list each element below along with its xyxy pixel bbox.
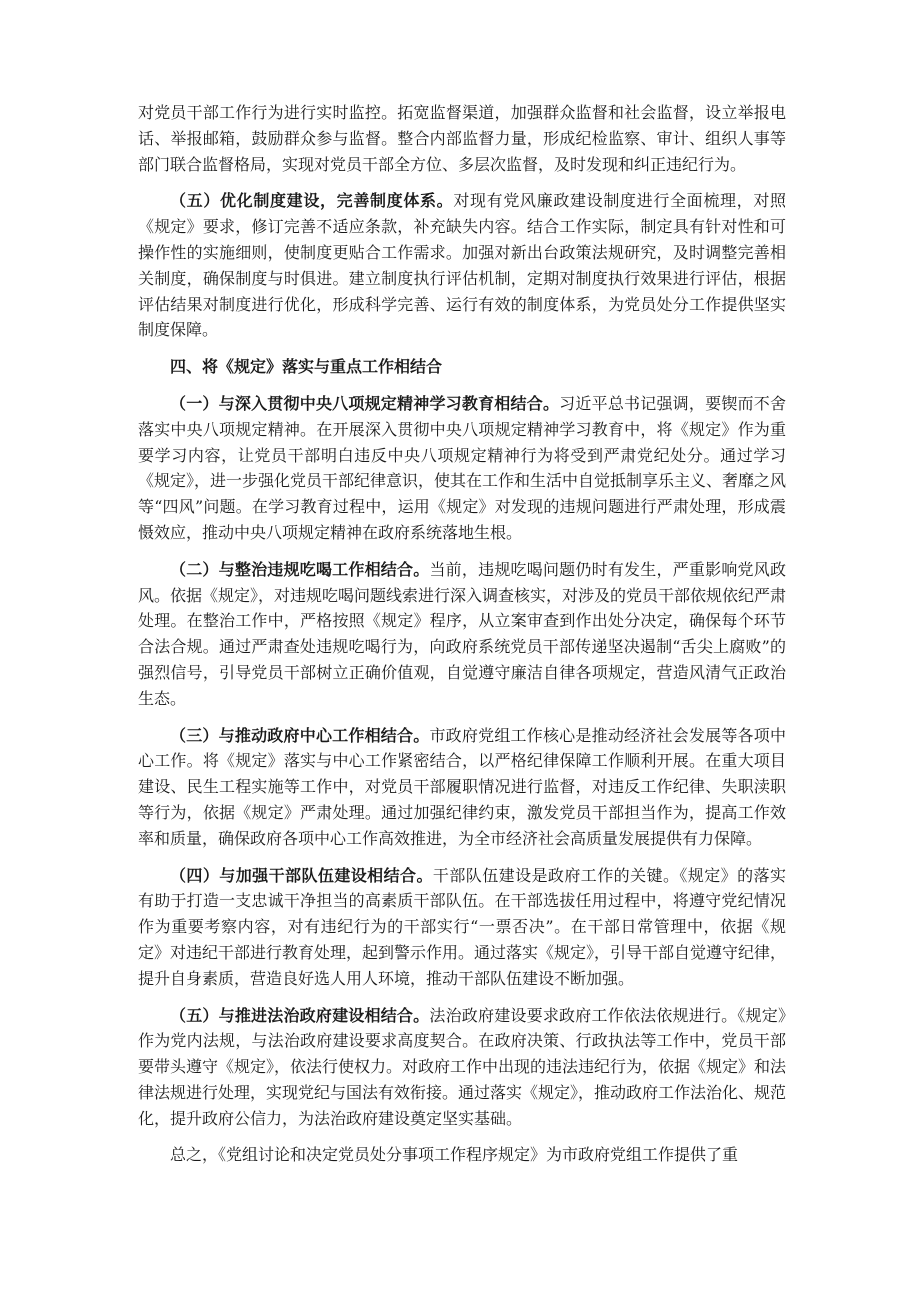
paragraph-lead: （五）优化制度建设，完善制度体系。	[170, 191, 454, 211]
paragraph-lead: （一）与深入贯彻中央八项规定精神学习教育相结合。	[170, 393, 560, 413]
paragraph-body: 当前，违规吃喝问题仍时有发生，严重影响党风政风。依据《规定》，对违规吃喝问题线索进行深入调查核实，对涉及的党员干部依规依纪严肃处理。在整治工作中，严格按照《规定》程序，从立案审查到作出处分决定，确保每个环节合法合规。通过严肃查处违规吃喝行为，向政府系统党员干部传递坚决遏制“舌尖上腐败”的强烈信号，引导党员干部树立正确价值观，自觉遵守廉洁自律各项规定，营造风清气正政治生态。	[138, 559, 787, 708]
paragraph-body: 习近平总书记强调，要锲而不舍落实中央八项规定精神。在开展深入贯彻中央八项规定精神学习教育中，将《规定》作为重要学习内容，让党员干部明白违反中央八项规定精神行为将受到严肃党纪处分。通过学习《规定》，进一步强化党员干部纪律意识，使其在工作和生活中自觉抵制享乐主义、奢靡之风等“四风”问题。在学习教育过程中，运用《规定》对发现的违规问题进行严肃处理，形成震慑效应，推动中央八项规定精神在政府系统落地生根。	[138, 393, 787, 542]
paragraph-body: 对现有党风廉政建设制度进行全面梳理，对照《规定》要求，修订完善不适应条款，补充缺失内容。结合工作实际，制定具有针对性和可操作性的实施细则，使制度更贴合工作需求。加强对新出台政策法规研究，及时调整完善相关制度，确保制度与时俱进。建立制度执行评估机制，定期对制度执行效果进行评估，根据评估结果对制度进行优化，形成科学完善、运行有效的制度体系，为党员处分工作提供坚实制度保障。	[138, 191, 786, 340]
paragraph-body: 对党员干部工作行为进行实时监控。拓宽监督渠道，加强群众监督和社会监督，设立举报电话、举报邮箱，鼓励群众参与监督。整合内部监督力量，形成纪检监察、审计、组织人事等部门联合监督格局，实现对党员干部全方位、多层次监督，及时发现和纠正违纪行为。	[138, 103, 786, 174]
paragraph-dining	[138, 557, 786, 712]
paragraph-system-building	[138, 188, 786, 343]
paragraph-body: 市政府党组工作核心是推动经济社会发展等各项中心工作。将《规定》落实与中心工作紧密结合，以严格纪律保障工作顺利开展。在重大项目建设、民生工程实施等工作中，对党员干部履职情况进行监督，对违反工作纪律、失职渎职等行为，依据《规定》严肃处理。通过加强纪律约束，激发党员干部担当作为，提高工作效率和质量，确保政府各项中心工作高效推进，为全市经济社会高质量发展提供有力保障。	[138, 725, 786, 848]
paragraph-lead: （五）与推进法治政府建设相结合。	[170, 1005, 430, 1025]
section-heading: 四、将《规定》落实与重点工作相结合	[170, 357, 443, 377]
paragraph-lead: （三）与推动政府中心工作相结合。	[170, 725, 430, 745]
paragraph-cadre-team	[138, 863, 786, 992]
paragraph-lead: （二）与整治违规吃喝工作相结合。	[170, 559, 430, 579]
paragraph-rule-of-law	[138, 1003, 786, 1132]
document-page	[138, 100, 786, 1179]
paragraph-central-work	[138, 723, 786, 852]
paragraph-eight-rules	[138, 391, 786, 546]
paragraph-closing	[138, 1142, 786, 1168]
paragraph-body: 总之，《党组讨论和决定党员处分事项工作程序规定》为市政府党组工作提供了重	[170, 1145, 739, 1165]
paragraph-continued	[138, 100, 786, 177]
paragraph-body: 法治政府建设要求政府工作依法依规进行。《规定》作为党内法规，与法治政府建设要求高度契合。在政府决策、行政执法等工作中，党员干部要带头遵守《规定》，依法行使权力。对政府工作中出现的违法违纪行为，依据《规定》和法律法规进行处理，实现党纪与国法有效衔接。通过落实《规定》，推动政府工作法治化、规范化，提升政府公信力，为法治政府建设奠定坚实基础。	[138, 1005, 787, 1128]
paragraph-body: 干部队伍建设是政府工作的关键。《规定》的落实有助于打造一支忠诚干净担当的高素质干部队伍。在干部选拔任用过程中，将遵守党纪情况作为重要考察内容，对有违纪行为的干部实行“一票否决”。在干部日常管理中，依据《规定》对违纪干部进行教育处理，起到警示作用。通过落实《规定》，引导干部自觉遵守纪律，提升自身素质，营造良好选人用人环境，推动干部队伍建设不断加强。	[138, 865, 787, 988]
paragraph-lead: （四）与加强干部队伍建设相结合。	[170, 865, 433, 885]
